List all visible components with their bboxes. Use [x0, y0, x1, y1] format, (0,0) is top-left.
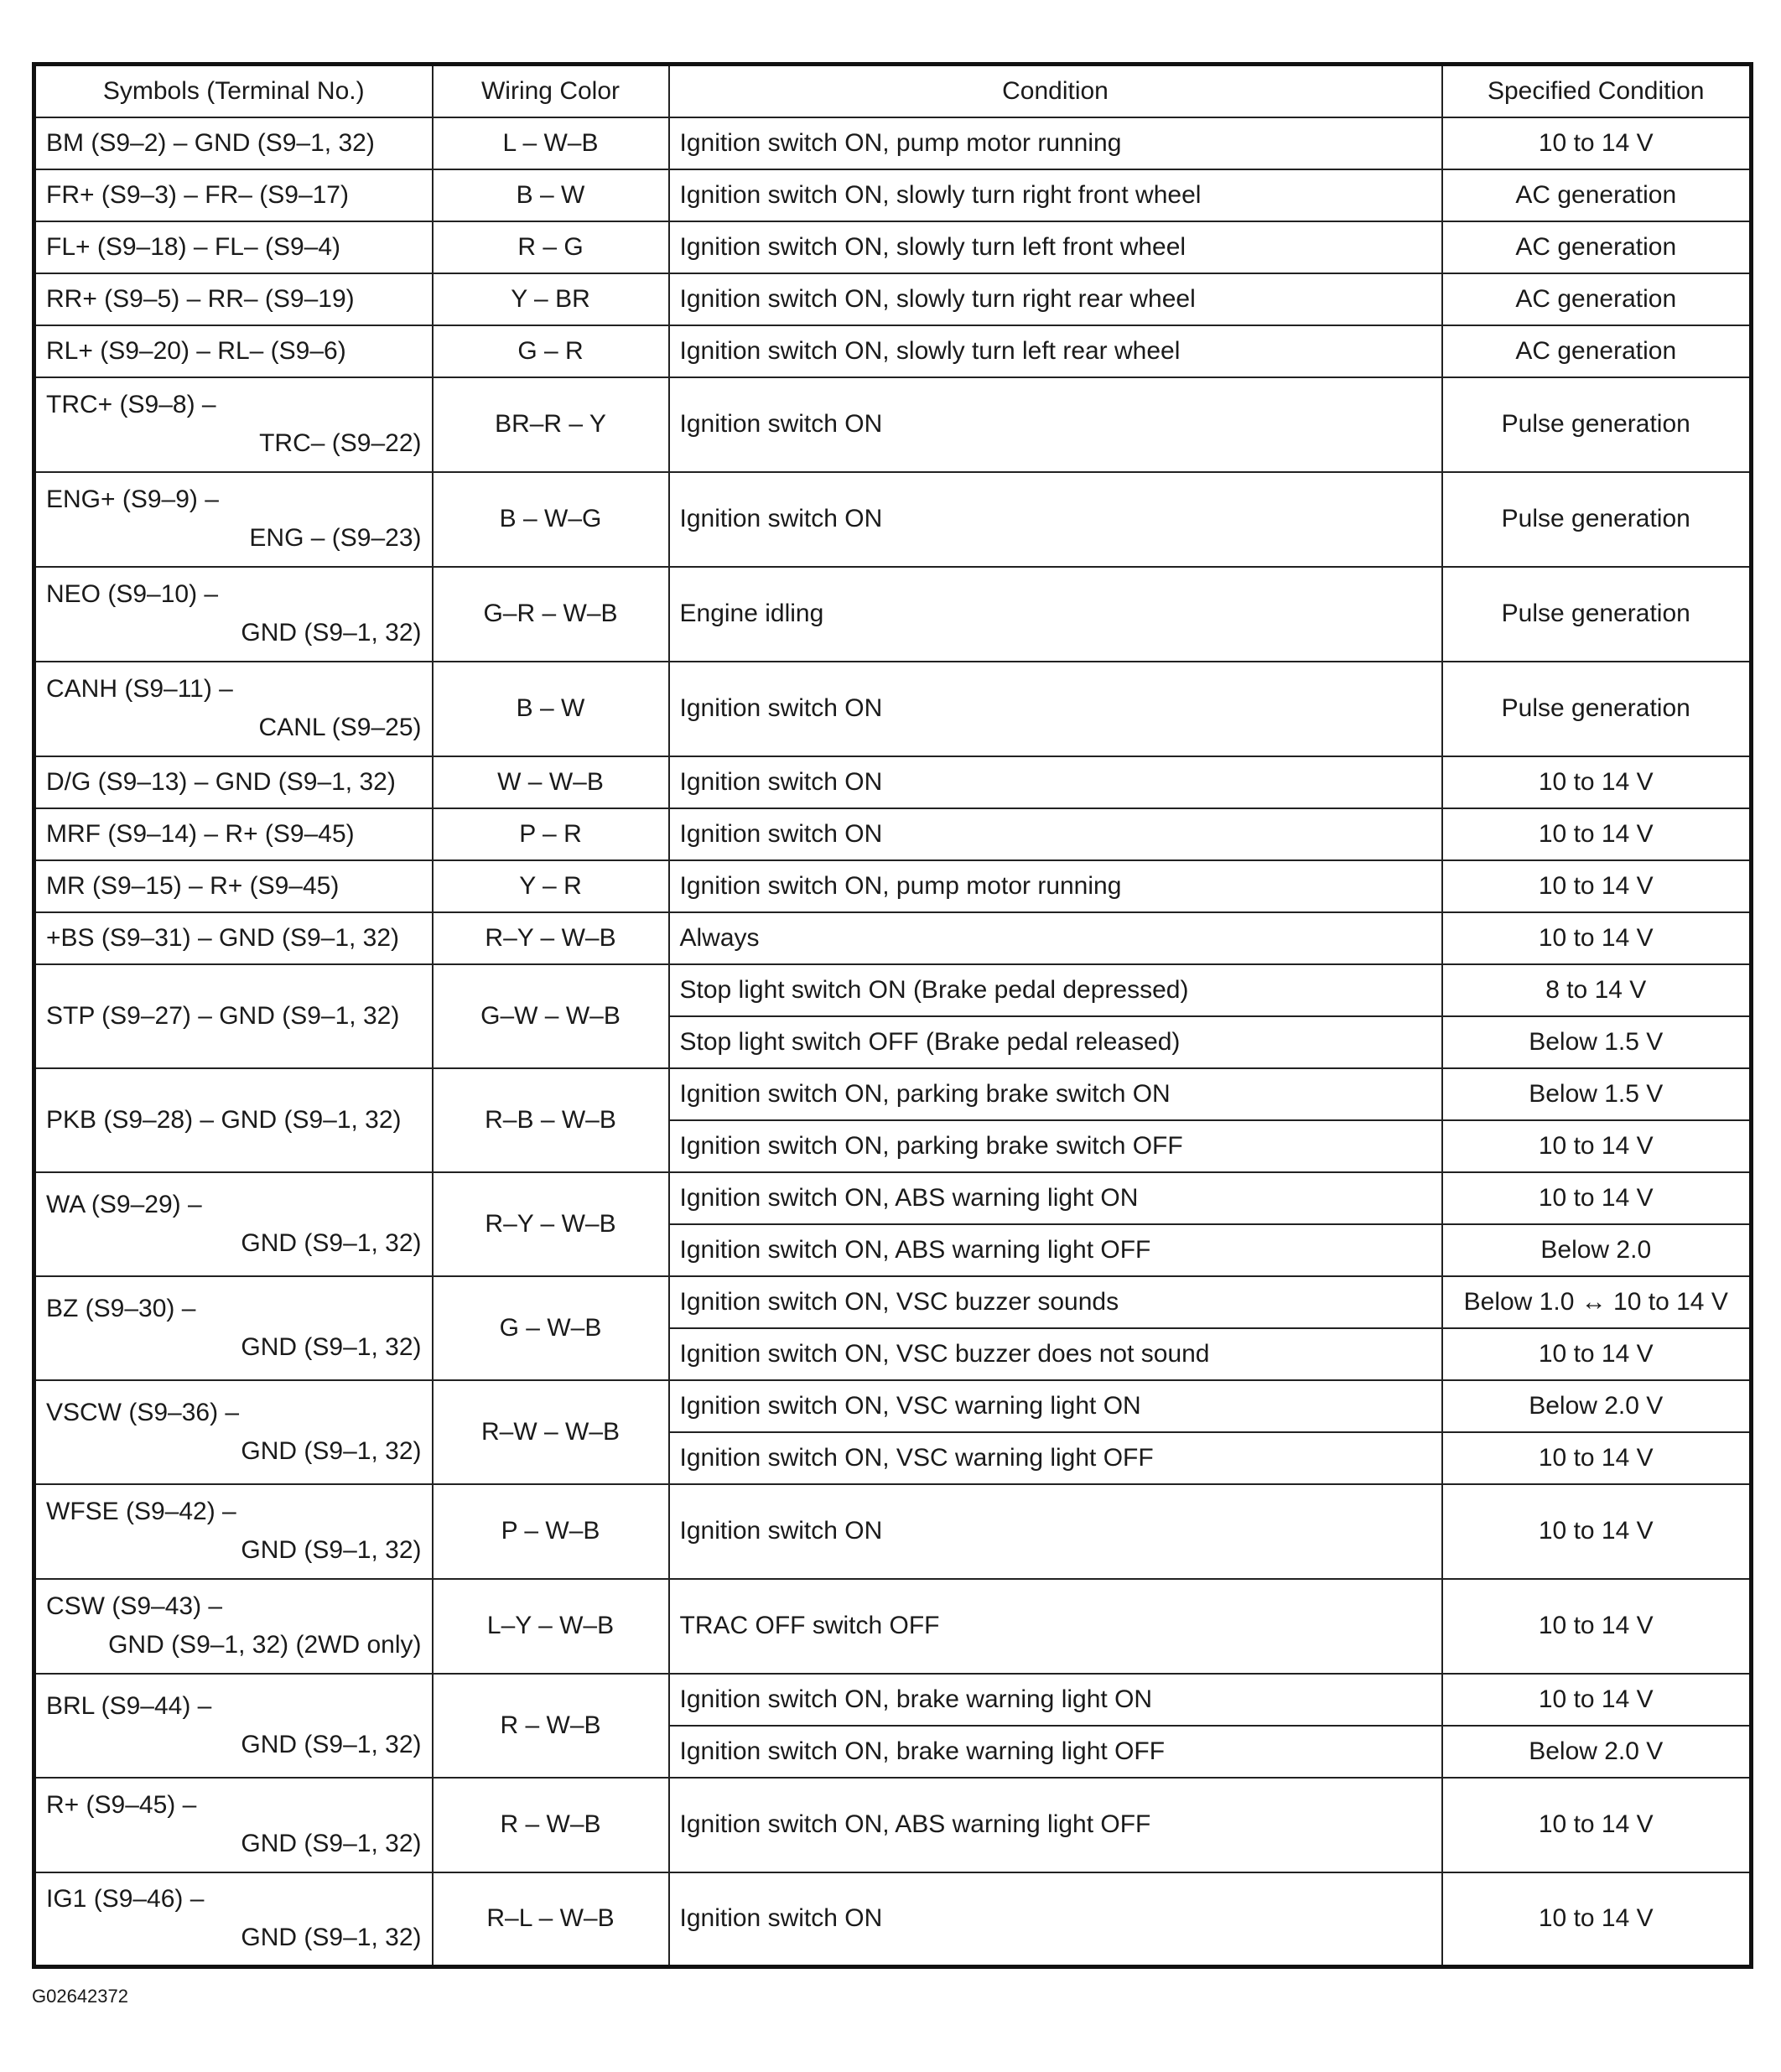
specified-condition-cell: Pulse generation: [1442, 567, 1752, 662]
specified-condition-cell: 8 to 14 V: [1442, 964, 1752, 1016]
table-row: [34, 1674, 1752, 1726]
wiring-color-cell: R – G: [433, 221, 669, 273]
wiring-color-cell: R–B – W–B: [433, 1068, 669, 1172]
terminal-spec-table: [32, 62, 1753, 1969]
table-row: [34, 169, 1752, 221]
symbol-cell: [34, 1674, 433, 1778]
specified-condition-cell: AC generation: [1442, 273, 1752, 325]
specified-condition-cell: 10 to 14 V: [1442, 912, 1752, 964]
condition-cell: Engine idling: [669, 567, 1442, 662]
symbol-line: IG1 (S9–46) –: [46, 1885, 205, 1914]
symbol-cell: [34, 1380, 433, 1484]
specified-condition-cell: 10 to 14 V: [1442, 808, 1752, 860]
wiring-color-cell: R–Y – W–B: [433, 912, 669, 964]
symbol-line: GND (S9–1, 32): [241, 1332, 422, 1361]
specified-condition-cell: Below 1.5 V: [1442, 1068, 1752, 1120]
condition-cell: Ignition switch ON: [669, 472, 1442, 567]
condition-cell: Stop light switch OFF (Brake pedal released): [669, 1016, 1442, 1068]
symbol-cell: [34, 1172, 433, 1276]
wiring-color-cell: R–W – W–B: [433, 1380, 669, 1484]
symbol-line: GND (S9–1, 32): [241, 1730, 422, 1758]
condition-cell: Ignition switch ON, slowly turn right rear wheel: [669, 273, 1442, 325]
specified-condition-cell: AC generation: [1442, 169, 1752, 221]
symbol-cell: [34, 117, 433, 169]
condition-cell: Ignition switch ON, VSC warning light OFF: [669, 1432, 1442, 1484]
table-row: [34, 964, 1752, 1016]
table-row: [34, 756, 1752, 808]
table-row: [34, 1276, 1752, 1328]
symbol-line: R+ (S9–45) –: [46, 1791, 197, 1819]
symbol-cell: [34, 221, 433, 273]
condition-cell: Ignition switch ON, parking brake switch ON: [669, 1068, 1442, 1120]
table-row: [34, 472, 1752, 567]
symbol-line: BZ (S9–30) –: [46, 1294, 196, 1322]
table-row: [34, 808, 1752, 860]
specified-condition-cell: Pulse generation: [1442, 472, 1752, 567]
table-row: [34, 912, 1752, 964]
symbol-line: GND (S9–1, 32): [241, 1436, 422, 1465]
symbol-cell: [34, 860, 433, 912]
wiring-color-cell: G–W – W–B: [433, 964, 669, 1068]
wiring-color-cell: P – R: [433, 808, 669, 860]
condition-cell: Ignition switch ON: [669, 662, 1442, 756]
table-row: [34, 117, 1752, 169]
symbol-line: NEO (S9–10) –: [46, 580, 219, 608]
table-header-row: [34, 65, 1752, 117]
symbol-line: GND (S9–1, 32): [241, 1228, 422, 1257]
wiring-color-cell: Y – BR: [433, 273, 669, 325]
condition-cell: Ignition switch ON, pump motor running: [669, 860, 1442, 912]
condition-cell: Ignition switch ON: [669, 377, 1442, 472]
specified-condition-cell: Below 2.0 V: [1442, 1726, 1752, 1778]
symbol-line: MR (S9–15) – R+ (S9–45): [46, 871, 340, 900]
symbol-cell: [34, 377, 433, 472]
specified-condition-cell: 10 to 14 V: [1442, 117, 1752, 169]
table-row: [34, 377, 1752, 472]
symbol-cell: [34, 1778, 433, 1872]
symbol-line: ENG – (S9–23): [249, 524, 422, 552]
condition-cell: Ignition switch ON, VSC warning light ON: [669, 1380, 1442, 1432]
header-wiring-color: Wiring Color: [433, 65, 669, 117]
condition-cell: Ignition switch ON: [669, 756, 1442, 808]
specified-condition-cell: Below 2.0: [1442, 1224, 1752, 1276]
specified-condition-cell: 10 to 14 V: [1442, 1872, 1752, 1967]
specified-condition-cell: AC generation: [1442, 221, 1752, 273]
header-specified-condition: Specified Condition: [1442, 65, 1752, 117]
symbol-line: BRL (S9–44) –: [46, 1691, 212, 1720]
wiring-color-cell: B – W: [433, 662, 669, 756]
symbol-cell: [34, 964, 433, 1068]
symbol-cell: [34, 325, 433, 377]
specified-condition-cell: 10 to 14 V: [1442, 1172, 1752, 1224]
symbol-line: RL+ (S9–20) – RL– (S9–6): [46, 336, 346, 365]
symbol-line: BM (S9–2) – GND (S9–1, 32): [46, 128, 375, 157]
wiring-color-cell: B – W: [433, 169, 669, 221]
table-row: [34, 325, 1752, 377]
header-symbols: Symbols (Terminal No.): [34, 65, 433, 117]
wiring-color-cell: G–R – W–B: [433, 567, 669, 662]
wiring-color-cell: BR–R – Y: [433, 377, 669, 472]
wiring-color-cell: R – W–B: [433, 1674, 669, 1778]
table-row: [34, 1872, 1752, 1967]
table-row: [34, 273, 1752, 325]
condition-cell: Ignition switch ON, VSC buzzer does not sound: [669, 1328, 1442, 1380]
specified-condition-cell: 10 to 14 V: [1442, 1778, 1752, 1872]
condition-cell: Ignition switch ON: [669, 808, 1442, 860]
symbol-line: CANH (S9–11) –: [46, 675, 233, 703]
table-row: [34, 1579, 1752, 1674]
wiring-color-cell: G – R: [433, 325, 669, 377]
wiring-color-cell: R – W–B: [433, 1778, 669, 1872]
symbol-line: PKB (S9–28) – GND (S9–1, 32): [46, 1105, 402, 1134]
symbol-line: TRC+ (S9–8) –: [46, 391, 216, 418]
symbol-cell: [34, 472, 433, 567]
condition-cell: Ignition switch ON: [669, 1484, 1442, 1579]
symbol-line: GND (S9–1, 32): [241, 1536, 422, 1564]
specified-condition-cell: 10 to 14 V: [1442, 1484, 1752, 1579]
symbol-cell: [34, 1579, 433, 1674]
condition-cell: TRAC OFF switch OFF: [669, 1579, 1442, 1674]
specified-condition-cell: 10 to 14 V: [1442, 1432, 1752, 1484]
symbol-line: RR+ (S9–5) – RR– (S9–19): [46, 284, 355, 313]
condition-cell: Always: [669, 912, 1442, 964]
symbol-cell: [34, 1068, 433, 1172]
wiring-color-cell: L–Y – W–B: [433, 1579, 669, 1674]
symbol-line: GND (S9–1, 32): [241, 619, 422, 647]
wiring-color-cell: P – W–B: [433, 1484, 669, 1579]
specified-condition-cell: Below 1.5 V: [1442, 1016, 1752, 1068]
table-row: [34, 1068, 1752, 1120]
symbol-line: FR+ (S9–3) – FR– (S9–17): [46, 180, 349, 209]
specified-condition-cell: AC generation: [1442, 325, 1752, 377]
symbol-line: GND (S9–1, 32) (2WD only): [108, 1631, 422, 1659]
condition-cell: Ignition switch ON, brake warning light OFF: [669, 1726, 1442, 1778]
symbol-cell: [34, 273, 433, 325]
symbol-line: ENG+ (S9–9) –: [46, 486, 219, 513]
wiring-color-cell: W – W–B: [433, 756, 669, 808]
condition-cell: Ignition switch ON, slowly turn right front wheel: [669, 169, 1442, 221]
symbol-line: MRF (S9–14) – R+ (S9–45): [46, 819, 355, 848]
specified-condition-cell: Pulse generation: [1442, 377, 1752, 472]
symbol-cell: [34, 1276, 433, 1380]
wiring-color-cell: B – W–G: [433, 472, 669, 567]
table-row: [34, 662, 1752, 756]
symbol-cell: [34, 808, 433, 860]
symbol-line: CSW (S9–43) –: [46, 1592, 223, 1620]
specified-condition-cell: 10 to 14 V: [1442, 756, 1752, 808]
specified-condition-cell: 10 to 14 V: [1442, 1674, 1752, 1726]
symbol-cell: [34, 567, 433, 662]
symbol-line: STP (S9–27) – GND (S9–1, 32): [46, 1001, 400, 1030]
symbol-line: VSCW (S9–36) –: [46, 1398, 240, 1426]
specified-condition-cell: 10 to 14 V: [1442, 860, 1752, 912]
condition-cell: Ignition switch ON, ABS warning light OFF: [669, 1778, 1442, 1872]
symbol-cell: [34, 1872, 433, 1967]
table-body: [34, 117, 1752, 1967]
symbol-line: WFSE (S9–42) –: [46, 1498, 236, 1525]
symbol-line: +BS (S9–31) – GND (S9–1, 32): [46, 923, 400, 952]
table-row: [34, 567, 1752, 662]
symbol-line: FL+ (S9–18) – FL– (S9–4): [46, 232, 341, 261]
symbol-cell: [34, 912, 433, 964]
symbol-cell: [34, 756, 433, 808]
condition-cell: Ignition switch ON, ABS warning light ON: [669, 1172, 1442, 1224]
table-row: [34, 221, 1752, 273]
specified-condition-cell: Pulse generation: [1442, 662, 1752, 756]
wiring-color-cell: Y – R: [433, 860, 669, 912]
symbol-line: WA (S9–29) –: [46, 1190, 202, 1218]
condition-cell: Stop light switch ON (Brake pedal depressed): [669, 964, 1442, 1016]
condition-cell: Ignition switch ON: [669, 1872, 1442, 1967]
condition-cell: Ignition switch ON, brake warning light ON: [669, 1674, 1442, 1726]
symbol-line: TRC– (S9–22): [259, 429, 422, 457]
condition-cell: Ignition switch ON, slowly turn left rear wheel: [669, 325, 1442, 377]
wiring-color-cell: R–Y – W–B: [433, 1172, 669, 1276]
condition-cell: Ignition switch ON, pump motor running: [669, 117, 1442, 169]
symbol-line: GND (S9–1, 32): [241, 1924, 422, 1952]
table-row: [34, 1172, 1752, 1224]
condition-cell: Ignition switch ON, parking brake switch OFF: [669, 1120, 1442, 1172]
specified-condition-cell: 10 to 14 V: [1442, 1120, 1752, 1172]
table-row: [34, 1380, 1752, 1432]
condition-cell: Ignition switch ON, slowly turn left front wheel: [669, 221, 1442, 273]
specified-condition-cell: 10 to 14 V: [1442, 1328, 1752, 1380]
wiring-color-cell: L – W–B: [433, 117, 669, 169]
symbol-cell: [34, 662, 433, 756]
header-condition: Condition: [669, 65, 1442, 117]
specified-condition-cell: Below 1.0 ↔ 10 to 14 V: [1442, 1276, 1752, 1328]
symbol-cell: [34, 169, 433, 221]
symbol-line: GND (S9–1, 32): [241, 1830, 422, 1857]
table-row: [34, 1484, 1752, 1579]
condition-cell: Ignition switch ON, VSC buzzer sounds: [669, 1276, 1442, 1328]
wiring-color-cell: G – W–B: [433, 1276, 669, 1380]
symbol-line: D/G (S9–13) – GND (S9–1, 32): [46, 767, 396, 796]
symbol-cell: [34, 1484, 433, 1579]
wiring-color-cell: R–L – W–B: [433, 1872, 669, 1967]
symbol-line: CANL (S9–25): [258, 714, 422, 741]
figure-code: G02642372: [32, 1986, 128, 2007]
table-row: [34, 860, 1752, 912]
specified-condition-cell: 10 to 14 V: [1442, 1579, 1752, 1674]
specified-condition-cell: Below 2.0 V: [1442, 1380, 1752, 1432]
table-row: [34, 1778, 1752, 1872]
condition-cell: Ignition switch ON, ABS warning light OFF: [669, 1224, 1442, 1276]
